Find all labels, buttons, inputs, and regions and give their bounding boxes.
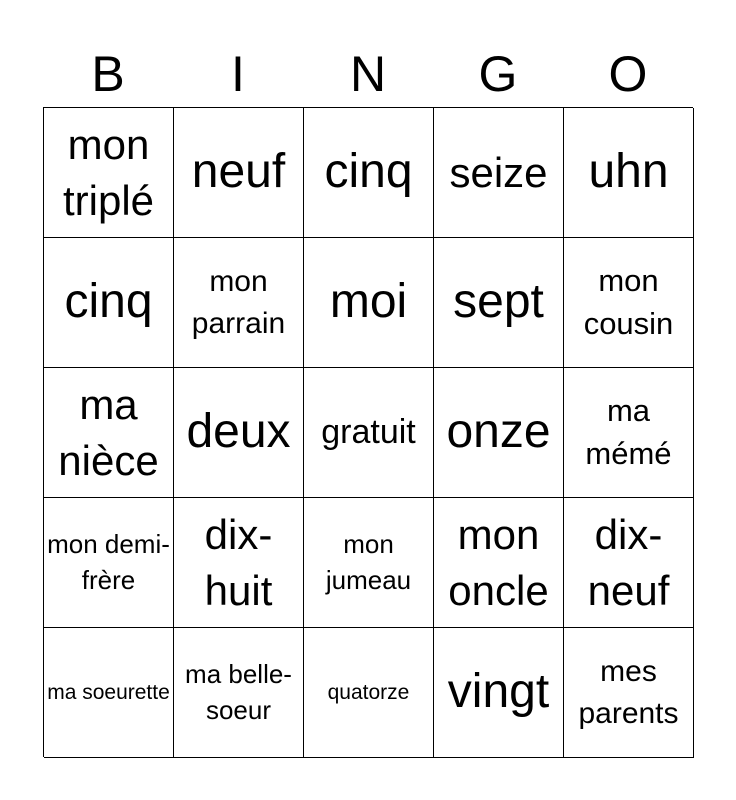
bingo-cell[interactable] [304,498,434,628]
cell-text: deux [186,405,291,459]
bingo-cell[interactable] [44,108,174,238]
bingo-header [43,40,693,108]
header-letter-o: O [608,46,648,102]
bingo-cell[interactable] [44,498,174,628]
bingo-cell[interactable] [304,368,434,498]
bingo-cell[interactable] [304,628,434,758]
cell-text: quatorze [327,681,410,704]
cell-text: ma nièce [58,381,159,484]
header-letter-g: G [478,46,518,102]
bingo-cell[interactable] [434,108,564,238]
cell-text: onze [446,405,551,459]
bingo-cell[interactable] [44,628,174,758]
cell-text: vingt [447,665,550,719]
cell-text: gratuit [321,413,416,452]
cell-text: neuf [191,145,286,199]
cell-text: mon triplé [62,121,155,224]
bingo-cell[interactable] [174,368,304,498]
cell-text: dix-neuf [587,511,670,614]
bingo-cell[interactable] [434,628,564,758]
cell-text: moi [329,275,408,329]
cell-text: mes parents [578,654,679,730]
bingo-cell[interactable] [434,498,564,628]
bingo-cell[interactable] [564,498,694,628]
cell-text: sept [453,275,544,329]
bingo-cell[interactable] [564,368,694,498]
cell-text: cinq [64,275,153,329]
cell-text: mon cousin [583,262,674,341]
cell-text: cinq [324,145,413,199]
header-letter-i: I [231,46,245,102]
bingo-cell[interactable] [434,368,564,498]
cell-text: ma soeurette [47,680,170,704]
bingo-cell[interactable] [434,238,564,368]
cell-text: seize [449,148,548,196]
bingo-cell[interactable] [174,628,304,758]
cell-text: ma belle-soeur [185,659,292,725]
header-letter-n: N [349,46,387,102]
cell-text: mon jumeau [325,529,412,595]
bingo-cell[interactable] [174,498,304,628]
cell-text: mon parrain [191,264,286,340]
bingo-cell[interactable] [174,108,304,238]
bingo-cell[interactable] [304,238,434,368]
header-letter-b: B [91,46,125,102]
bingo-cell[interactable] [564,628,694,758]
cell-text: uhn [588,145,669,199]
cell-text: ma mémé [585,392,672,471]
bingo-cell[interactable] [44,368,174,498]
cell-text: mon oncle [448,511,549,614]
bingo-cell[interactable] [304,108,434,238]
cell-text: mon demi-frère [47,529,170,595]
bingo-cell[interactable] [44,238,174,368]
bingo-cell[interactable] [564,108,694,238]
bingo-cell[interactable] [564,238,694,368]
bingo-card-grid [43,107,693,757]
bingo-cell[interactable] [174,238,304,368]
cell-text: dix-huit [204,511,273,614]
